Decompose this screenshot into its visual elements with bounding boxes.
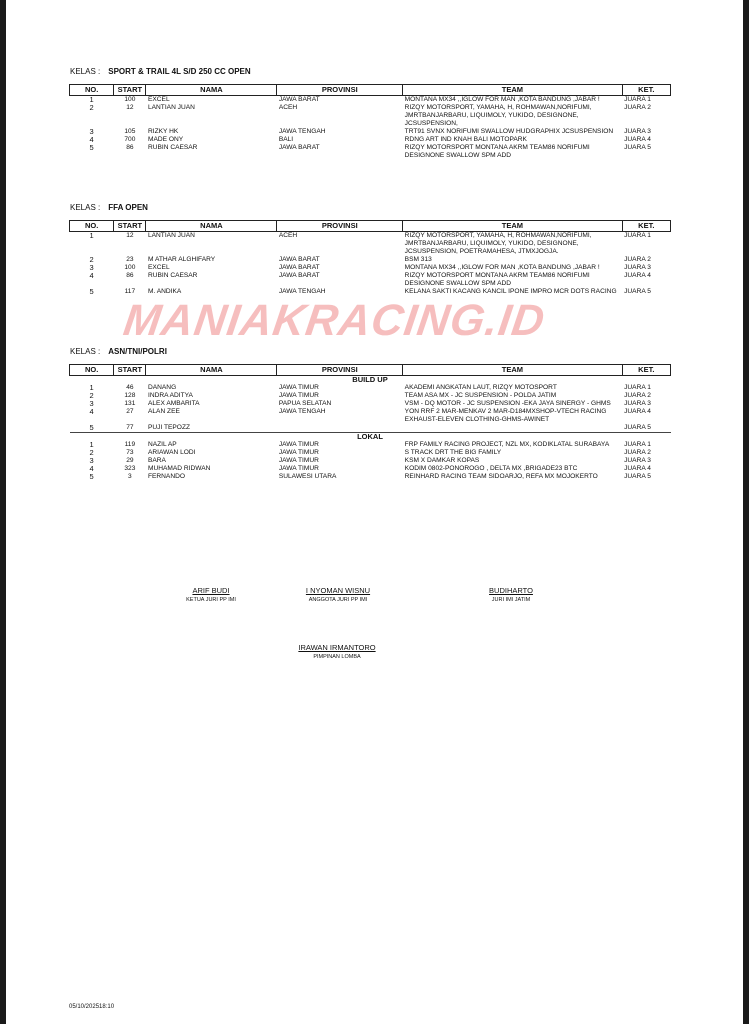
header-nama: NAMA [146, 365, 277, 376]
table-header [70, 85, 671, 96]
header-start: START [114, 221, 146, 232]
table-row [70, 96, 671, 105]
cell-no: 5 [89, 472, 94, 481]
cell-start: 128 [124, 392, 136, 399]
cell-team: MONTANA MX34 ,,IGLOW FOR MAN ,KOTA BANDUNG ,JABAR ! [404, 96, 600, 103]
cell-nama: M. ANDIKA [147, 288, 182, 295]
signature-anggota-juri [290, 586, 386, 603]
table-row [70, 473, 671, 481]
cell-team: RIZQY MOTORSPORT MONTANA AKRM TEAM86 NORIFUMI DESIGNONE SWALLOW SPM ADD [404, 144, 590, 159]
cell-team: RIZQY MOTORSPORT, YAMAHA, H, ROHMAWAN,NORIFUMI, JMRTBANJARBARU, LIQUIMOLY, YUKIDO, DESIGNONE, JCSUSPENSION, [404, 104, 592, 127]
kelas-name: SPORT & TRAIL 4L S/D 250 CC OPEN [108, 67, 251, 76]
cell-nama: ARIAWAN LODI [147, 449, 196, 456]
signature-role: ANGGOTA JURI PP IMI [308, 597, 368, 603]
cell-nama: PUJI TEPOZZ [147, 424, 190, 431]
cell-nama: NAZIL AP [147, 441, 177, 448]
results-table-3 [69, 364, 671, 481]
cell-team: BSM 313 [404, 256, 432, 263]
cell-team: KODIM 0802-PONOROGO , DELTA MX ,BRIGADE23 BTC [404, 465, 578, 472]
cell-no: 4 [89, 407, 94, 416]
cell-ket: JUARA 2 [624, 449, 651, 456]
cell-nama: DANANG [147, 384, 177, 391]
cell-start: 700 [124, 136, 136, 143]
table-header [70, 221, 671, 232]
header-no: NO. [70, 365, 114, 376]
table-body [70, 232, 671, 297]
cell-ket: JUARA 2 [624, 392, 651, 399]
cell-ket: JUARA 5 [624, 424, 651, 431]
cell-start: 73 [126, 449, 134, 456]
cell-nama: EXCEL [147, 96, 170, 103]
table-row [70, 408, 671, 424]
cell-start: 12 [126, 104, 134, 111]
table-row [70, 441, 671, 449]
cell-no: 3 [89, 263, 94, 272]
header-provinsi: PROVINSI [277, 365, 403, 376]
header-start: START [114, 85, 146, 96]
header-provinsi: PROVINSI [277, 85, 403, 96]
cell-provinsi: JAWA TIMUR [278, 384, 319, 391]
signature-role: PIMPINAN LOMBA [313, 654, 361, 660]
cell-team [403, 424, 622, 433]
cell-team: REINHARD RACING TEAM SIDOARJO, REFA MX MOJOKERTO [404, 473, 598, 480]
cell-start: 100 [124, 96, 136, 103]
cell-nama: LANTIAN JUAN [147, 232, 195, 239]
cell-provinsi: JAWA TIMUR [278, 465, 319, 472]
table-row [70, 144, 671, 160]
cell-start: 29 [126, 457, 134, 464]
signature-name: IRAWAN IRMANTORO [298, 643, 376, 652]
table-row [70, 400, 671, 408]
signature-pimpinan-lomba [282, 643, 392, 660]
cell-team: TRT91 SVNX NORIFUMI SWALLOW HUDGRAPHIX JCSUSPENSION [404, 128, 614, 135]
cell-no: 4 [89, 464, 94, 473]
cell-no: 2 [89, 103, 94, 112]
cell-provinsi [277, 424, 403, 433]
cell-team: S TRACK DRT THE BIG FAMILY [404, 449, 502, 456]
cell-ket: JUARA 3 [624, 264, 651, 271]
cell-provinsi: JAWA TIMUR [278, 392, 319, 399]
kelas-label: KELAS : [70, 347, 101, 356]
table-row [70, 465, 671, 473]
table-row [70, 136, 671, 144]
cell-ket: JUARA 1 [624, 441, 651, 448]
cell-start: 105 [124, 128, 136, 135]
signature-name: I NYOMAN WISNU [305, 586, 371, 595]
cell-provinsi: JAWA BARAT [278, 256, 320, 263]
cell-start: 131 [124, 400, 136, 407]
header-no: NO. [70, 221, 114, 232]
cell-no: 5 [89, 423, 94, 432]
header-no: NO. [70, 85, 114, 96]
cell-ket: JUARA 4 [624, 465, 651, 472]
table-row [70, 288, 671, 296]
signature-name: ARIF BUDI [192, 586, 230, 595]
cell-nama: ALAN ZEE [147, 408, 180, 415]
cell-provinsi: JAWA TENGAH [278, 288, 326, 295]
cell-ket: JUARA 2 [624, 104, 651, 111]
table-row [70, 384, 671, 392]
cell-nama: INDRA ADITYA [147, 392, 193, 399]
table-row [70, 392, 671, 400]
header-start: START [114, 365, 146, 376]
cell-no: 1 [89, 231, 94, 240]
results-table-2 [69, 220, 671, 296]
header-nama: NAMA [146, 85, 277, 96]
table-row [70, 272, 671, 288]
cell-nama: ALEX AMBARITA [147, 400, 200, 407]
header-ket: KET. [622, 85, 670, 96]
cell-nama: MADE ONY [147, 136, 184, 143]
cell-team: VSM - DQ MOTOR - JC SUSPENSION -EKA JAYA SINERGY - GHMS [404, 400, 611, 407]
cell-nama: BARA [147, 457, 166, 464]
cell-start: 119 [124, 441, 136, 448]
cell-provinsi: JAWA TIMUR [278, 441, 319, 448]
signature-ketua-juri [176, 586, 246, 603]
cell-nama: MUHAMAD RIDWAN [147, 465, 211, 472]
cell-provinsi: JAWA TENGAH [278, 408, 326, 415]
cell-provinsi: JAWA BARAT [278, 144, 320, 151]
table-row [70, 264, 671, 272]
kelas-label: KELAS : [70, 67, 101, 76]
cell-nama: EXCEL [147, 264, 170, 271]
kelas-heading-1 [70, 67, 251, 76]
cell-ket: JUARA 3 [624, 457, 651, 464]
cell-no: 1 [89, 383, 94, 392]
subgroup-title: LOKAL [357, 432, 383, 441]
cell-ket: JUARA 1 [624, 232, 651, 239]
header-nama: NAMA [146, 221, 277, 232]
table-row [70, 449, 671, 457]
header-team: TEAM [403, 365, 622, 376]
table-body [70, 376, 671, 482]
header-ket: KET. [622, 221, 670, 232]
cell-nama: RIZKY HK [147, 128, 179, 135]
cell-no: 1 [89, 440, 94, 449]
kelas-name: FFA OPEN [108, 203, 148, 212]
signature-role: KETUA JURI PP IMI [186, 597, 236, 603]
cell-no: 2 [89, 391, 94, 400]
kelas-heading-2 [70, 203, 148, 212]
cell-ket: JUARA 4 [624, 408, 651, 415]
cell-ket: JUARA 1 [624, 96, 651, 103]
header-team: TEAM [403, 85, 622, 96]
cell-start: 323 [124, 465, 136, 472]
cell-provinsi: BALI [278, 136, 294, 143]
cell-no: 5 [89, 287, 94, 296]
results-page [6, 0, 743, 1024]
cell-ket: JUARA 3 [624, 128, 651, 135]
table-body [70, 96, 671, 161]
cell-nama: M ATHAR ALGHIFARY [147, 256, 216, 263]
cell-team: FRP FAMILY RACING PROJECT, NZL MX, KODIKLATAL SURABAYA [404, 441, 610, 448]
cell-provinsi: JAWA TENGAH [278, 128, 326, 135]
cell-no: 2 [89, 255, 94, 264]
header-ket: KET. [622, 365, 670, 376]
table-row [70, 256, 671, 264]
signature-role: JURI IMI JATIM [491, 597, 531, 603]
cell-ket: JUARA 5 [624, 144, 651, 151]
cell-no: 4 [89, 271, 94, 280]
cell-provinsi: JAWA BARAT [278, 96, 320, 103]
cell-provinsi: JAWA TIMUR [278, 457, 319, 464]
table-row [70, 232, 671, 257]
cell-team: TEAM ASA MX - JC SUSPENSION - POLDA JATIM [404, 392, 557, 399]
cell-team: KSM X DAMKAR KOPAS [404, 457, 480, 464]
cell-start: 77 [126, 424, 134, 431]
cell-nama: LANTIAN JUAN [147, 104, 195, 111]
cell-start: 100 [124, 264, 136, 271]
cell-ket: JUARA 1 [624, 384, 651, 391]
cell-provinsi: JAWA TIMUR [278, 449, 319, 456]
cell-start: 12 [126, 232, 134, 239]
cell-start: 23 [126, 256, 134, 263]
cell-start: 86 [126, 144, 134, 151]
signature-juri-jatim [476, 586, 546, 603]
kelas-label: KELAS : [70, 203, 101, 212]
cell-provinsi: ACEH [278, 104, 298, 111]
cell-ket: JUARA 2 [624, 256, 651, 263]
print-timestamp: 05/10/202518:10 [69, 1004, 115, 1010]
kelas-name: ASN/TNI/POLRI [108, 347, 167, 356]
subgroup-row [70, 433, 671, 441]
watermark-logo: MANIAKRACING.ID [120, 296, 549, 345]
cell-start: 27 [126, 408, 134, 415]
cell-provinsi: PAPUA SELATAN [278, 400, 332, 407]
cell-ket: JUARA 4 [624, 136, 651, 143]
results-table-1 [69, 84, 671, 160]
cell-nama: RUBIN CAESAR [147, 144, 198, 151]
header-team: TEAM [403, 221, 622, 232]
cell-provinsi: JAWA BARAT [278, 272, 320, 279]
header-provinsi: PROVINSI [277, 221, 403, 232]
cell-no: 4 [89, 135, 94, 144]
cell-team: MONTANA MX34 ,,IGLOW FOR MAN ,KOTA BANDUNG ,JABAR ! [404, 264, 600, 271]
cell-team: AKADEMI ANGKATAN LAUT, RIZQY MOTOSPORT [404, 384, 557, 391]
cell-ket: JUARA 5 [624, 473, 651, 480]
cell-team: KELANA SAKTI KACANG KANCIL IPONE IMPRO MCR DOTS RACING [404, 288, 617, 295]
cell-team: RIZQY MOTORSPORT, YAMAHA, H, ROHMAWAN,NORIFUMI, JMRTBANJARBARU, LIQUIMOLY, YUKIDO, DESIGNONE, JCSUSPENSION, POETRAMAHESA, JTMXJOGJA. [404, 232, 592, 255]
cell-ket: JUARA 4 [624, 272, 651, 279]
table-row [70, 457, 671, 465]
kelas-heading-3 [70, 347, 167, 356]
signature-name: BUDIHARTO [489, 586, 533, 595]
cell-provinsi: SULAWESI UTARA [278, 473, 337, 480]
table-header [70, 365, 671, 376]
cell-provinsi: JAWA BARAT [278, 264, 320, 271]
cell-team: RDNG ART IND KNAH BALI MOTOPARK [404, 136, 527, 143]
cell-team: RIZQY MOTORSPORT MONTANA AKRM TEAM86 NORIFUMI DESIGNONE SWALLOW SPM ADD [404, 272, 590, 287]
cell-nama: RUBIN CAESAR [147, 272, 198, 279]
subgroup-row [70, 376, 671, 385]
cell-nama: FERNANDO [147, 473, 185, 480]
table-row [70, 128, 671, 136]
cell-team: YON RRF 2 MAR-MENKAV 2 MAR-D184MXSHOP-VTECH RACING EXHAUST-ELEVEN CLOTHING-GHMS-AWINET [404, 408, 607, 423]
cell-start: 46 [126, 384, 134, 391]
cell-start: 3 [128, 473, 132, 480]
cell-no: 5 [89, 143, 94, 152]
cell-no: 3 [89, 399, 94, 408]
subgroup-title: BUILD UP [352, 375, 388, 384]
cell-ket: JUARA 5 [624, 288, 651, 295]
cell-no: 3 [89, 127, 94, 136]
cell-start: 86 [126, 272, 134, 279]
cell-start: 117 [124, 288, 136, 295]
cell-no: 2 [89, 448, 94, 457]
table-row [70, 104, 671, 128]
cell-ket: JUARA 3 [624, 400, 651, 407]
cell-no: 1 [89, 95, 94, 104]
cell-provinsi: ACEH [278, 232, 298, 239]
cell-no: 3 [89, 456, 94, 465]
